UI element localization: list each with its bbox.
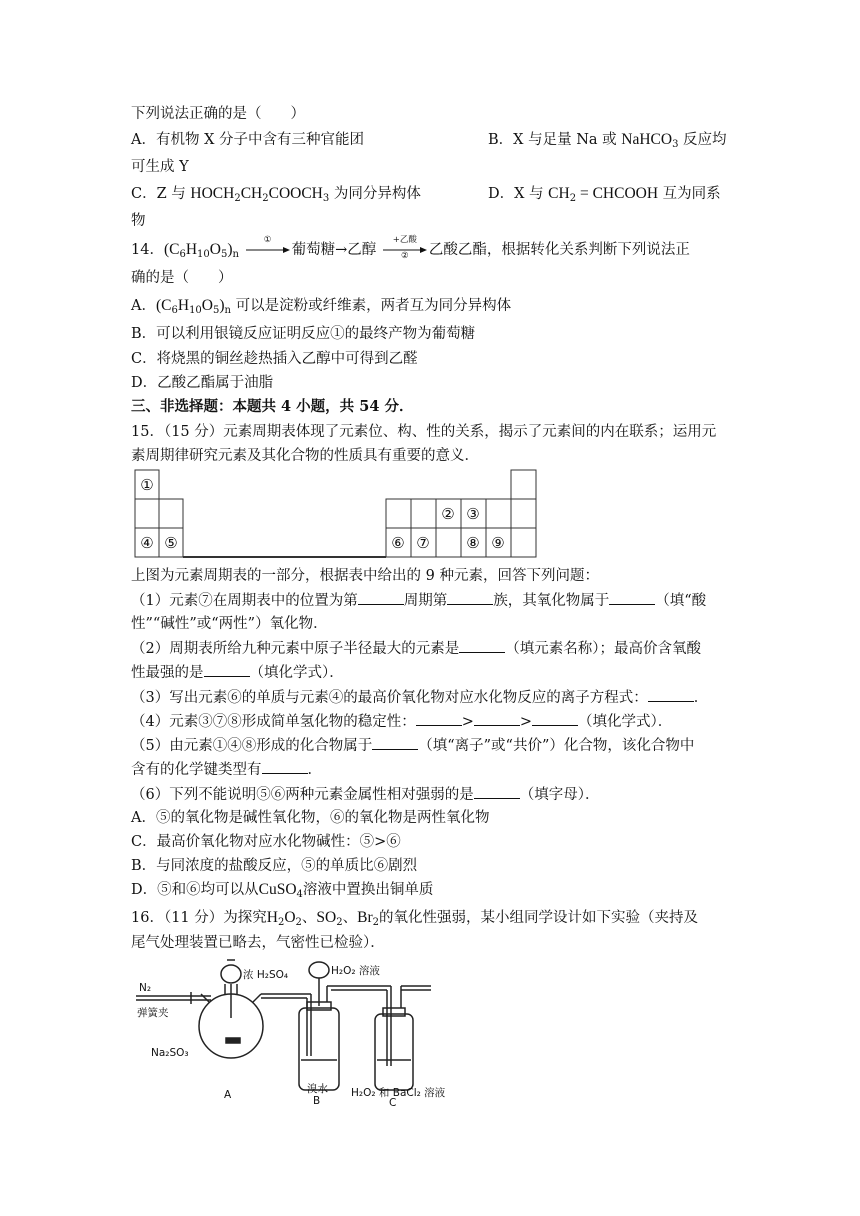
q15-part-1-cont: 性”“碱性”或“两性”）氧化物． xyxy=(131,616,328,632)
label-n2: N₂ xyxy=(139,982,152,994)
q13-option-c: C．Z 与 $HOCH_2CH_2COOCH_3$ 为同分异构体 xyxy=(131,185,421,204)
q13-option-d: D．X 与 $CH_2$ = CHCOOH 互为同系 xyxy=(488,185,721,204)
section-heading: 三、非选择题：本题共 4 小题，共 54 分． xyxy=(131,398,414,415)
cell-element-5: ⑤ xyxy=(164,534,178,552)
label-flask-c-solution: H₂O₂ 和 BaCl₂ 溶液 xyxy=(351,1087,446,1099)
reaction-arrow-2: +乙酸 ② xyxy=(383,243,427,257)
q13-stem: 下列说法正确的是（ ） xyxy=(131,106,305,122)
q14-stem-cont: 确的是（ ） xyxy=(131,270,233,286)
q14-stem: 14．$(C_6H_{10}O_5)_n$ ① 葡萄糖→乙醇 +乙酸 ② 乙酸乙酯，根据转化关系判断下列说法正 xyxy=(131,235,690,261)
q13-option-d-cont: 物 xyxy=(131,213,146,229)
q15-part-2: （2）周期表所给九种元素中原子半径最大的元素是 （填元素名称）；最高价含氧酸 xyxy=(131,638,701,659)
q16-intro: 16．（11 分）为探究$H_2O_2$、$SO_2$、$Br_2$的氧化性强弱，某小组同学设计如下实验（夹持及 xyxy=(131,909,698,928)
cell-element-3: ③ xyxy=(466,505,480,523)
q15-intro-cont: 素周期律研究元素及其化合物的性质具有重要的意义． xyxy=(131,448,479,464)
q15-table-caption: 上图为元素周期表的一部分，根据表中给出的 9 种元素，回答下列问题： xyxy=(131,568,599,584)
q15-part-2-cont: 性最强的是 （填化学式）． xyxy=(131,662,344,683)
label-h2o2: H₂O₂ 溶液 xyxy=(331,965,380,977)
cell-element-8: ⑧ xyxy=(466,534,480,552)
q14-option-c: C．将烧黑的铜丝趁热插入乙醇中可得到乙醛 xyxy=(131,351,418,367)
cell-element-1: ① xyxy=(140,476,154,494)
label-h2so4: 浓 H₂SO₄ xyxy=(243,969,289,981)
q15-option-b: B．与同浓度的盐酸反应，⑤的单质比⑥剧烈 xyxy=(131,858,418,874)
q14-option-a: A．$(C_6H_{10}O_5)_n$ 可以是淀粉或纤维素，两者互为同分异构体 xyxy=(131,297,512,316)
q15-option-d: D．⑤和⑥均可以从CuSO$_4$溶液中置换出铜单质 xyxy=(131,881,434,900)
q15-part-5: （5）由元素①④⑧形成的化合物属于 （填“离子”或“共价”）化合物，该化合物中 xyxy=(131,735,694,756)
label-c: C xyxy=(389,1097,397,1106)
q13-option-a: A．有机物 X 分子中含有三种官能团 xyxy=(131,132,365,148)
q15-part-3: （3）写出元素⑥的单质与元素④的最高价氧化物对应水化物反应的离子方程式： ． xyxy=(131,687,708,708)
q14-option-d: D．乙酸乙酯属于油脂 xyxy=(131,375,274,391)
q15-intro: 15．（15 分）元素周期表体现了元素位、构、性的关系，揭示了元素间的内在联系；运用元 xyxy=(131,424,717,440)
q15-part-5-cont: 含有的化学键类型有 ． xyxy=(131,759,322,780)
q15-part-1: （1）元素⑦在周期表中的位置为第 周期第 族，其氧化物属于 （填“酸 xyxy=(131,590,706,611)
q14-option-b: B．可以利用银镜反应证明反应①的最终产物为葡萄糖 xyxy=(131,326,476,342)
cell-element-7: ⑦ xyxy=(416,534,430,552)
label-na2so3: Na₂SO₃ xyxy=(151,1047,189,1059)
periodic-table-fragment xyxy=(131,467,541,559)
label-bromine-water: 溴水 xyxy=(307,1083,328,1095)
cell-element-4: ④ xyxy=(140,534,154,552)
label-b: B xyxy=(313,1095,321,1106)
q13-option-b: B．X 与足量 Na 或 NaHCO$_3$ 反应均 xyxy=(488,131,727,150)
q15-option-c: C．最高价氧化物对应水化物碱性：⑤>⑥ xyxy=(131,834,401,850)
cell-element-6: ⑥ xyxy=(391,534,405,552)
q15-part-6: （6）下列不能说明⑤⑥两种元素金属性相对强弱的是 （填字母）． xyxy=(131,784,599,805)
q13-option-b-cont: 可生成 Y xyxy=(131,159,189,175)
q16-intro-cont: 尾气处理装置已略去，气密性已检验）． xyxy=(131,935,385,951)
q15-part-4: （4）元素③⑦⑧形成简单氢化物的稳定性： > > （填化学式）． xyxy=(131,711,672,732)
cell-element-2: ② xyxy=(441,505,455,523)
reaction-arrow-1: ① xyxy=(246,243,290,257)
cell-element-9: ⑨ xyxy=(491,534,505,552)
label-a: A xyxy=(224,1089,232,1101)
label-clamp: 弹簧夹 xyxy=(137,1007,169,1019)
experiment-apparatus xyxy=(131,956,461,1106)
q15-option-a: A．⑤的氧化物是碱性氧化物，⑥的氧化物是两性氧化物 xyxy=(131,810,490,826)
